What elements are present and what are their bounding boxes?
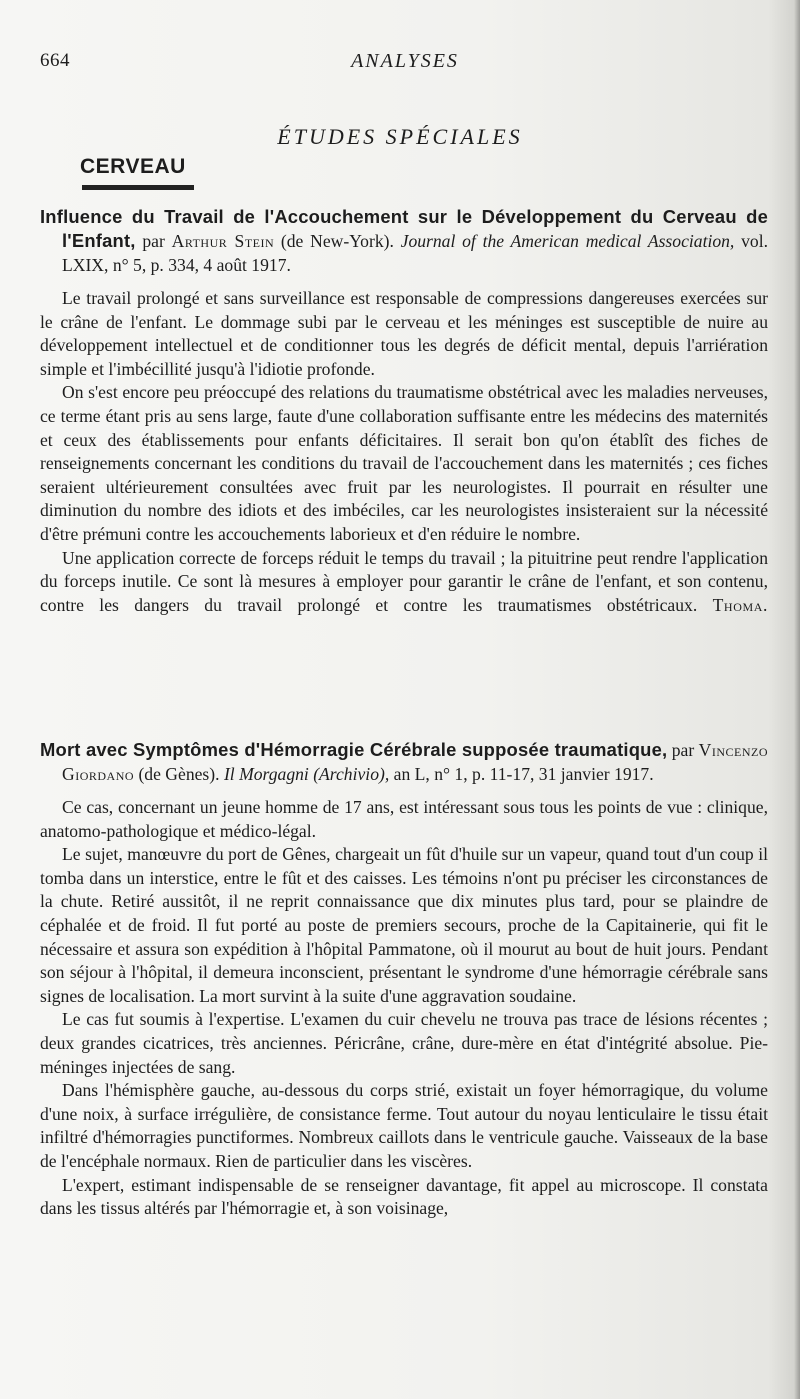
- page-number: 664: [40, 50, 70, 71]
- article-journal: Journal of the American medical Association,: [400, 231, 735, 251]
- article-title-block: [40, 205, 768, 277]
- article-reference: vol. LXIX, n° 5, p. 334, 4 août 1917.: [62, 231, 768, 275]
- paragraph: L'expert, estimant indispensable de se renseigner davantage, fit appel au microscope. Il constata dans les tissus altérés par l'hémorragie et, à son voisinage,: [40, 1174, 768, 1219]
- article-reference: an L, n° 1, p. 11-17, 31 janvier 1917.: [389, 764, 654, 784]
- article-author: Arthur Stein: [171, 231, 275, 251]
- paragraph: Dans l'hémisphère gauche, au-dessous du corps strié, existait un foyer hémorragique, du volume d'une noix, à surface irrégulière, de consistance ferme. Tout autour du noyau lenticulaire le tissu était infiltré d'hémorragies punctiformes. Nombreux caillots dans le ventricule gauche. Vaisseaux de la base de l'encéphale normaux. Rien de particulier dans les viscères.: [40, 1080, 768, 1171]
- page-edge-shadow: [794, 0, 800, 1399]
- article-title: Influence du Travail de l'Accouchement sur le Développement du Cerveau de l'Enfant,: [40, 206, 768, 251]
- subsection-underline: [82, 185, 194, 190]
- article-title-block: [40, 738, 768, 786]
- paragraph: Le travail prolongé et sans surveillance est responsable de compressions dangereuses exercées sur le crâne de l'enfant. Le dommage subi par le cerveau et les méninges est susceptible de nuire au développement intellectuel et de conditionner tous les degrés de déficit mental, depuis l'arriération simple et l'imbécillité jusqu'à l'idiotie profonde.: [40, 288, 768, 379]
- article-body: [40, 796, 768, 1221]
- paragraph: Ce cas, concernant un jeune homme de 17 ans, est intéressant sous tous les points de vue : clinique, anatomo-pathologique et médico-légal.: [40, 797, 768, 841]
- paragraph: Le sujet, manœuvre du port de Gênes, chargeait un fût d'huile sur un vapeur, quand tout d'un coup il tomba dans un interstice, entre le fût et des caisses. Les témoins n'ont pu préciser les circonstances de la chute. Retiré aussitôt, il ne reprit connaissance que dix minutes plus tard, pour se plaindre de céphalée et de froid. Il fut porté au poste de premiers secours, proche de la Capitainerie, qui fit le nécessaire et assura son expédition à l'hôpital Pammatone, où il mourut au bout de huit jours. Pendant son séjour à l'hôpital, il demeura inconscient, présentant le syndrome d'une hémorragie cérébrale sans signes de localisation. La mort survint à la suite d'une aggravation soudaine.: [40, 844, 768, 1006]
- page-header: [40, 50, 770, 74]
- running-title: ANALYSES: [351, 50, 459, 72]
- article: [40, 205, 768, 617]
- subsection-heading: CERVEAU: [80, 155, 186, 178]
- signature: Thoma.: [712, 594, 768, 615]
- paragraph-signed: [40, 547, 768, 618]
- article: [40, 738, 768, 1221]
- article-journal: Il Morgagni (Archivio),: [223, 764, 390, 784]
- article-by: par: [667, 740, 699, 760]
- article-body: [40, 287, 768, 617]
- article-place: (de Gènes).: [134, 764, 224, 784]
- paragraph: On s'est encore peu préoccupé des relations du traumatisme obstétrical avec les maladies nerveuses, ce terme étant pris au sens large, faute d'une collaboration suffisante entre les médecins des maternités et ceux des établissements pour enfants déficitaires. Il serait bon qu'on établît des fiches de renseignements concernant les conditions du travail de l'accouchement dans les maternités ; ces fiches seraient ultérieurement consultées avec fruit par les neurologistes. Il pourrait en résulter une diminution du nombre des idiots et des imbéciles, car les neurologistes insisteraient sur la nécessité d'être prémuni contre les accouchements laborieux et d'en réduire le nombre.: [40, 382, 768, 544]
- article-title: Mort avec Symptômes d'Hémorragie Cérébrale supposée traumatique,: [40, 739, 668, 760]
- paragraph: Une application correcte de forceps réduit le temps du travail ; la pituitrine peut rendre l'application du forceps inutile. Ce sont là mesures à employer pour garantir le crâne de l'enfant, et son contenu, contre les dangers du travail prolongé et contre les traumatismes obstétricaux.: [40, 547, 768, 615]
- article-place: (de New-York).: [274, 231, 401, 251]
- paragraph: Le cas fut soumis à l'expertise. L'examen du cuir chevelu ne trouva pas trace de lésions récentes ; deux grandes cicatrices, très anciennes. Péricrâne, crâne, dure-mère en état d'intégrité absolue. Pie-méninges injectées de sang.: [40, 1009, 768, 1077]
- article-by: par: [135, 231, 172, 251]
- article-author: Vincenzo Giordano: [62, 740, 769, 784]
- section-title: ÉTUDES SPÉCIALES: [277, 124, 523, 149]
